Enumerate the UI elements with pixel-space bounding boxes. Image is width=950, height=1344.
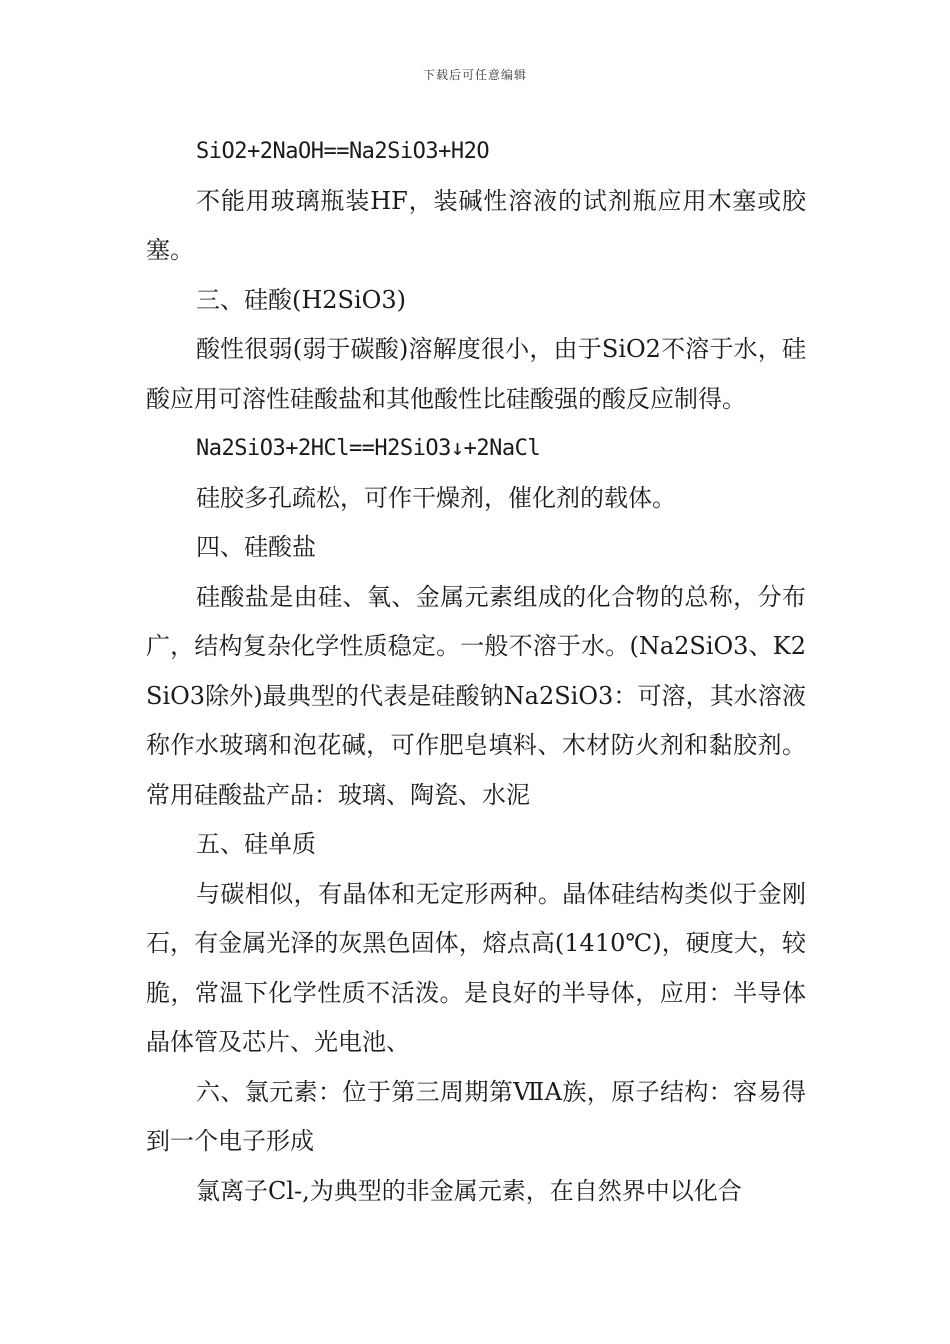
paragraph-silicates: 硅酸盐是由硅、氧、金属元素组成的化合物的总称，分布广，结构复杂化学性质稳定。一般不溶于水。(Na2SiO3、K2SiO3除外)最典型的代表是硅酸钠Na2SiO3：可溶，其水溶液称作水玻璃和泡花碱，可作肥皂填料、木材防火剂和黏胶剂。常用硅酸盐产品：玻璃、陶瓷、水泥 xyxy=(146,582,806,809)
paragraph-silica-gel: 硅胶多孔疏松，可作干燥剂，催化剂的载体。 xyxy=(196,483,676,512)
section-heading-silicates: 四、硅酸盐 xyxy=(196,533,316,561)
paragraph-hf-bottle: 不能用玻璃瓶装HF，装碱性溶液的试剂瓶应用木塞或胶塞。 xyxy=(146,186,806,264)
section-heading-chlorine: 六、氯元素：位于第三周期第ⅦA族，原子结构：容易得到一个电子形成 xyxy=(146,1077,806,1155)
section-heading-silicon: 五、硅单质 xyxy=(196,830,316,858)
formula-sio2-naoh: SiO2+2NaOH==Na2SiO3+H2O xyxy=(196,139,490,164)
section-heading-silicic-acid: 三、硅酸(H2SiO3) xyxy=(196,285,406,314)
document-body xyxy=(146,127,806,1216)
paragraph-silicon: 与碳相似，有晶体和无定形两种。晶体硅结构类似于金刚石，有金属光泽的灰黑色固体，熔点高(1410℃)，硬度大，较脆，常温下化学性质不活泼。是良好的半导体，应用：半导体晶体管及芯片、光电池、 xyxy=(146,879,806,1056)
page-header: 下载后可任意编辑 xyxy=(422,68,527,82)
formula-na2sio3-hcl: Na2SiO3+2HCl==H2SiO3↓+2NaCl xyxy=(196,436,541,461)
paragraph-chlorine-ion: 氯离子Cl-,为典型的非金属元素，在自然界中以化合 xyxy=(196,1176,742,1205)
paragraph-silicic-acid: 酸性很弱(弱于碳酸)溶解度很小，由于SiO2不溶于水，硅酸应用可溶性硅酸盐和其他酸性比硅酸强的酸反应制得。 xyxy=(146,335,806,413)
